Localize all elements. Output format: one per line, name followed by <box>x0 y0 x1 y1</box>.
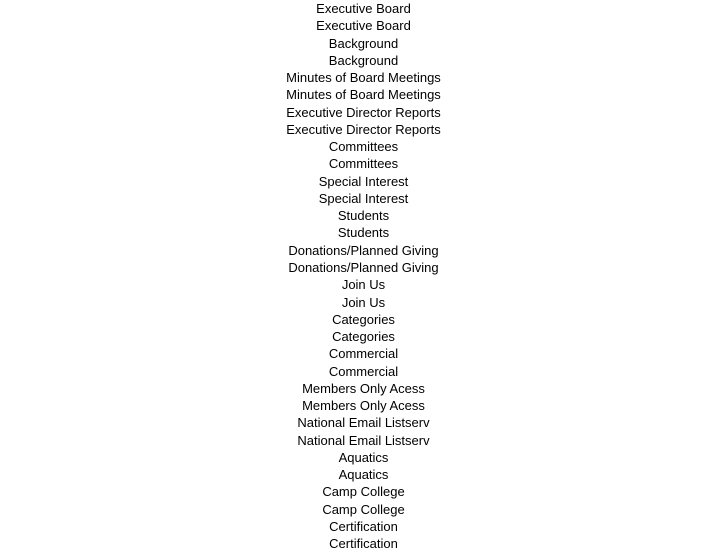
nav-link-join-us[interactable]: Join Us <box>341 294 386 310</box>
nav-link-committees[interactable]: Committees <box>328 139 399 155</box>
nav-link-executive-director-reports[interactable]: Executive Director Reports <box>286 104 441 120</box>
nav-link-commercial[interactable]: Commercial <box>328 363 399 379</box>
nav-link-background[interactable]: Background <box>328 52 399 68</box>
nav-link-commercial[interactable]: Commercial <box>328 346 399 362</box>
nav-link-members-only-access[interactable]: Members Only Acess <box>302 380 425 396</box>
nav-link-certification[interactable]: Certification <box>329 518 398 534</box>
nav-link-categories[interactable]: Categories <box>332 311 395 327</box>
nav-link-categories[interactable]: Categories <box>332 329 395 345</box>
nav-link-minutes-of-board-meetings[interactable]: Minutes of Board Meetings <box>286 87 441 103</box>
nav-link-background[interactable]: Background <box>328 35 399 51</box>
nav-link-camp-college[interactable]: Camp College <box>322 501 405 517</box>
nav-link-committees[interactable]: Committees <box>328 156 399 172</box>
nav-link-students[interactable]: Students <box>337 208 390 224</box>
nav-link-aquatics[interactable]: Aquatics <box>338 449 389 465</box>
nav-link-members-only-access[interactable]: Members Only Acess <box>302 398 425 414</box>
nav-link-aquatics[interactable]: Aquatics <box>338 467 389 483</box>
nav-link-minutes-of-board-meetings[interactable]: Minutes of Board Meetings <box>286 70 441 86</box>
nav-link-national-email-listserv[interactable]: National Email Listserv <box>297 415 430 431</box>
nav-link-national-email-listserv[interactable]: National Email Listserv <box>297 432 430 448</box>
nav-link-donations-planned-giving[interactable]: Donations/Planned Giving <box>288 242 439 258</box>
nav-link-students[interactable]: Students <box>337 225 390 241</box>
nav-link-special-interest[interactable]: Special Interest <box>318 173 409 189</box>
nav-link-executive-director-reports[interactable]: Executive Director Reports <box>286 121 441 137</box>
nav-link-camp-college[interactable]: Camp College <box>322 484 405 500</box>
nav-link-executive-board[interactable]: Executive Board <box>316 1 411 16</box>
nav-link-executive-board[interactable]: Executive Board <box>316 18 411 34</box>
nav-link-certification[interactable]: Certification <box>329 536 398 552</box>
nav-link-special-interest[interactable]: Special Interest <box>318 190 409 206</box>
nav-link-join-us[interactable]: Join Us <box>341 277 386 293</box>
nav-link-donations-planned-giving[interactable]: Donations/Planned Giving <box>288 259 439 275</box>
